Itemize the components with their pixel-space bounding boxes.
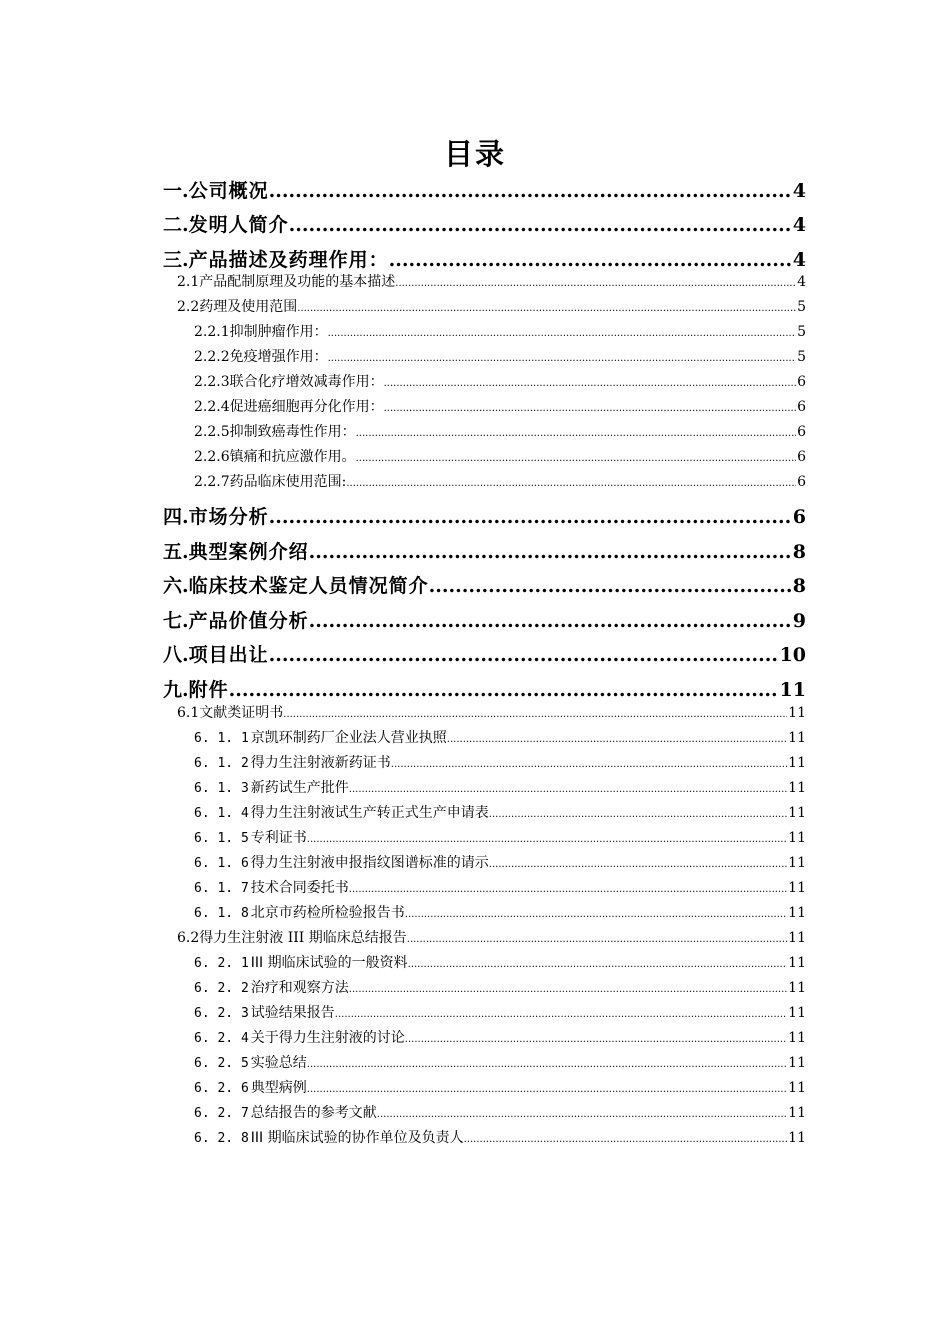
toc-entry[interactable] <box>194 902 806 922</box>
toc-entry-page: 11 <box>788 980 806 996</box>
toc-entry[interactable] <box>194 346 806 366</box>
toc-entry-number: 6. 2. 4 <box>194 1031 249 1046</box>
toc-entry-title: 免疫增强作用： <box>229 349 328 365</box>
toc-entry[interactable] <box>194 952 806 972</box>
toc-entry-number: 二. <box>163 214 189 236</box>
toc-entry-number: 2.2.5 <box>194 424 230 440</box>
toc-entry[interactable] <box>163 210 806 237</box>
toc-entry-title: 得力生注射液 III 期临床总结报告 <box>199 930 407 946</box>
toc-entry-number: 6.1 <box>177 705 200 721</box>
toc-entry-page: 11 <box>788 880 806 896</box>
toc-entry-page: 10 <box>779 644 806 666</box>
toc-entry-page: 5 <box>797 299 806 315</box>
toc-entry[interactable] <box>163 245 806 272</box>
toc-entry[interactable] <box>194 471 806 491</box>
toc-entry[interactable] <box>163 502 806 529</box>
toc-entry-number: 6. 2. 6 <box>194 1081 249 1096</box>
toc-entry-page: 11 <box>788 780 806 796</box>
toc-entry[interactable] <box>194 777 806 797</box>
dot-leader <box>429 575 792 597</box>
toc-entry[interactable] <box>194 321 806 341</box>
toc-entry[interactable] <box>194 396 806 416</box>
dot-leader <box>405 909 787 920</box>
toc-entry-number: 2.2.2 <box>194 349 230 365</box>
toc-entry-number: 2.2.1 <box>194 324 230 340</box>
toc-entry-page: 6 <box>797 399 806 415</box>
toc-entry-title: 促进癌细胞再分化作用： <box>229 399 384 415</box>
toc-entry-page: 11 <box>788 905 806 921</box>
dot-leader <box>307 1059 787 1070</box>
toc-entry-title: 得力生注射液新药证书 <box>250 755 391 771</box>
toc-entry-number: 2.2 <box>177 299 200 315</box>
toc-entry-number: 三. <box>163 249 189 271</box>
toc-entry-page: 5 <box>797 349 806 365</box>
toc-entry-number: 6. 2. 3 <box>194 1006 249 1021</box>
toc-entry-title: 镇痛和抗应激作用。 <box>229 449 356 465</box>
dot-leader <box>269 180 792 202</box>
toc-entry-number: 八. <box>163 644 189 666</box>
toc-entry[interactable] <box>177 271 806 291</box>
toc-entry-page: 4 <box>792 249 806 271</box>
toc-entry-page: 6 <box>792 506 806 528</box>
toc-entry-page: 4 <box>797 274 806 290</box>
toc-entry[interactable] <box>194 371 806 391</box>
dot-leader <box>405 1034 787 1045</box>
toc-entry[interactable] <box>194 802 806 822</box>
toc-entry-number: 6. 1. 4 <box>194 806 249 821</box>
toc-entry-number: 六. <box>163 575 189 597</box>
dot-leader <box>335 1009 787 1020</box>
toc-entry-title: 临床技术鉴定人员情况简介 <box>188 575 429 597</box>
dot-leader <box>328 353 796 364</box>
dot-leader <box>408 959 788 970</box>
toc-entry-page: 8 <box>792 575 806 597</box>
toc-entry-number: 七. <box>163 610 189 632</box>
dot-leader <box>407 934 787 945</box>
toc-entry-page: 11 <box>788 830 806 846</box>
toc-entry[interactable] <box>194 852 806 872</box>
toc-entry[interactable] <box>163 571 806 598</box>
toc-entry[interactable] <box>194 1102 806 1122</box>
dot-leader <box>384 378 796 389</box>
dot-leader <box>346 478 796 489</box>
toc-entry-page: 6 <box>797 474 806 490</box>
toc-entry-number: 2.2.7 <box>194 474 230 490</box>
toc-entry-title: 北京市药检所检验报告书 <box>250 905 405 921</box>
dot-leader <box>307 834 787 845</box>
dot-leader <box>349 984 787 995</box>
toc-entry-page: 11 <box>788 930 806 946</box>
dot-leader <box>307 1084 787 1095</box>
toc-entry-title: 京凯环制药厂企业法人营业执照 <box>250 730 447 746</box>
toc-entry-title: 典型案例介绍 <box>188 541 309 563</box>
toc-entry-page: 11 <box>788 730 806 746</box>
toc-entry-number: 6. 2. 2 <box>194 981 249 996</box>
toc-entry-number: 6. 1. 7 <box>194 881 249 896</box>
toc-entry[interactable] <box>194 1077 806 1097</box>
toc-entry-page: 11 <box>788 1030 806 1046</box>
dot-leader <box>309 541 792 563</box>
toc-entry[interactable] <box>177 296 806 316</box>
toc-entry-number: 6.2 <box>177 930 200 946</box>
toc-entry-number: 6. 1. 1 <box>194 731 249 746</box>
toc-entry-number: 2.2.3 <box>194 374 230 390</box>
dot-leader <box>377 1109 787 1120</box>
toc-entry-page: 11 <box>788 855 806 871</box>
toc-entry-page: 6 <box>797 449 806 465</box>
toc-entry-title: 药理及使用范围 <box>199 299 298 315</box>
dot-leader <box>269 506 792 528</box>
toc-entry-number: 6. 1. 5 <box>194 831 249 846</box>
toc-entry-title: III 期临床试验的一般资料 <box>250 955 408 971</box>
toc-entry[interactable] <box>194 752 806 772</box>
toc-entry-number: 6. 1. 2 <box>194 756 249 771</box>
dot-leader <box>384 403 796 414</box>
toc-entry-page: 4 <box>792 214 806 236</box>
toc-entry-number: 6. 2. 1 <box>194 956 249 971</box>
dot-leader <box>447 734 787 745</box>
toc-entry-page: 11 <box>788 1055 806 1071</box>
dot-leader <box>269 644 779 666</box>
toc-entry-page: 9 <box>792 610 806 632</box>
toc-entry[interactable] <box>163 640 806 667</box>
toc-entry[interactable] <box>163 675 806 702</box>
dot-leader <box>489 809 787 820</box>
toc-entry[interactable] <box>194 727 806 747</box>
toc-entry-page: 11 <box>788 705 806 721</box>
toc-entry-title: 联合化疗增效减毒作用： <box>229 374 384 390</box>
toc-entry-page: 5 <box>797 324 806 340</box>
toc-entry-title: 专利证书 <box>250 830 307 846</box>
toc-entry-page: 11 <box>788 1080 806 1096</box>
toc-entry[interactable] <box>194 421 806 441</box>
toc-entry-number: 四. <box>163 506 189 528</box>
toc-entry-page: 11 <box>788 1105 806 1121</box>
dot-leader <box>391 759 787 770</box>
toc-entry-title: 得力生注射液试生产转正式生产申请表 <box>250 805 489 821</box>
toc-entry-title: 产品价值分析 <box>188 610 309 632</box>
dot-leader <box>283 709 787 720</box>
toc-entry[interactable] <box>194 1027 806 1047</box>
toc-entry-page: 6 <box>797 374 806 390</box>
toc-entry[interactable] <box>194 1052 806 1072</box>
dot-leader <box>389 249 792 271</box>
dot-leader <box>297 303 796 314</box>
toc-entry-page: 11 <box>788 805 806 821</box>
toc-entry-title: 文献类证明书 <box>199 705 284 721</box>
toc-entry[interactable] <box>163 537 806 564</box>
toc-entry-title: 公司概况 <box>188 180 269 202</box>
toc-entry-number: 6. 2. 5 <box>194 1056 249 1071</box>
toc-entry-number: 6. 1. 6 <box>194 856 249 871</box>
toc-entry-number: 一. <box>163 180 189 202</box>
toc-entry-number: 6. 2. 7 <box>194 1106 249 1121</box>
toc-entry-number: 6. 1. 8 <box>194 906 249 921</box>
toc-entry-number: 2.1 <box>177 274 200 290</box>
dot-leader <box>229 679 779 701</box>
toc-entry-title: 治疗和观察方法 <box>250 980 349 996</box>
dot-leader <box>289 214 792 236</box>
toc-entry-title: 药品临床使用范围: <box>229 474 347 490</box>
toc-entry[interactable] <box>194 827 806 847</box>
toc-entry[interactable] <box>163 606 806 633</box>
toc-entry[interactable] <box>194 1127 806 1147</box>
toc-entry-title: 实验总结 <box>250 1055 307 1071</box>
dot-leader <box>356 428 796 439</box>
dot-leader <box>309 610 792 632</box>
toc-entry-number: 2.2.4 <box>194 399 230 415</box>
toc-entry-title: 项目出让 <box>188 644 269 666</box>
toc-entry-title: 总结报告的参考文献 <box>250 1105 377 1121</box>
toc-entry-page: 11 <box>788 755 806 771</box>
toc-entry[interactable] <box>194 977 806 997</box>
toc-entry-page: 11 <box>779 679 806 701</box>
toc-entry-title: 技术合同委托书 <box>250 880 349 896</box>
toc-entry[interactable] <box>194 446 806 466</box>
toc-entry-title: 产品配制原理及功能的基本描述 <box>199 274 396 290</box>
toc-entry-title: 抑制致癌毒性作用： <box>229 424 356 440</box>
toc-entry[interactable] <box>194 877 806 897</box>
toc-entry-page: 6 <box>797 424 806 440</box>
dot-leader <box>489 859 787 870</box>
dot-leader <box>349 884 787 895</box>
toc-entry-title: 新药试生产批件 <box>250 780 349 796</box>
toc-entry-title: 典型病例 <box>250 1080 307 1096</box>
dot-leader <box>349 784 787 795</box>
toc-entry-title: III 期临床试验的协作单位及负责人 <box>250 1130 464 1146</box>
dot-leader <box>395 278 796 289</box>
toc-entry-title: 抑制肿瘤作用： <box>229 324 328 340</box>
toc-entry-number: 五. <box>163 541 189 563</box>
dot-leader <box>356 453 796 464</box>
page-title: 目录 <box>443 137 506 171</box>
toc-entry-title: 产品描述及药理作用： <box>188 249 389 271</box>
toc-entry-page: 11 <box>788 955 806 971</box>
toc-entry-title: 得力生注射液申报指纹图谱标准的请示 <box>250 855 489 871</box>
toc-entry[interactable] <box>194 1002 806 1022</box>
toc-entry[interactable] <box>163 176 806 203</box>
toc-entry-number: 2.2.6 <box>194 449 230 465</box>
toc-entry-title: 发明人简介 <box>188 214 289 236</box>
toc-entry-title: 附件 <box>188 679 229 701</box>
toc-entry-title: 关于得力生注射液的讨论 <box>250 1030 405 1046</box>
toc-entry-number: 6. 2. 8 <box>194 1131 249 1146</box>
toc-entry-title: 市场分析 <box>188 506 269 528</box>
dot-leader <box>464 1134 788 1145</box>
toc-entry-number: 九. <box>163 679 189 701</box>
toc-entry-page: 11 <box>788 1005 806 1021</box>
toc-entry[interactable] <box>177 702 806 722</box>
toc-entry-page: 11 <box>788 1130 806 1146</box>
dot-leader <box>328 328 796 339</box>
toc-entry-page: 4 <box>792 180 806 202</box>
toc-entry[interactable] <box>177 927 806 947</box>
toc-entry-page: 8 <box>792 541 806 563</box>
toc-entry-title: 试验结果报告 <box>250 1005 335 1021</box>
toc-entry-number: 6. 1. 3 <box>194 781 249 796</box>
